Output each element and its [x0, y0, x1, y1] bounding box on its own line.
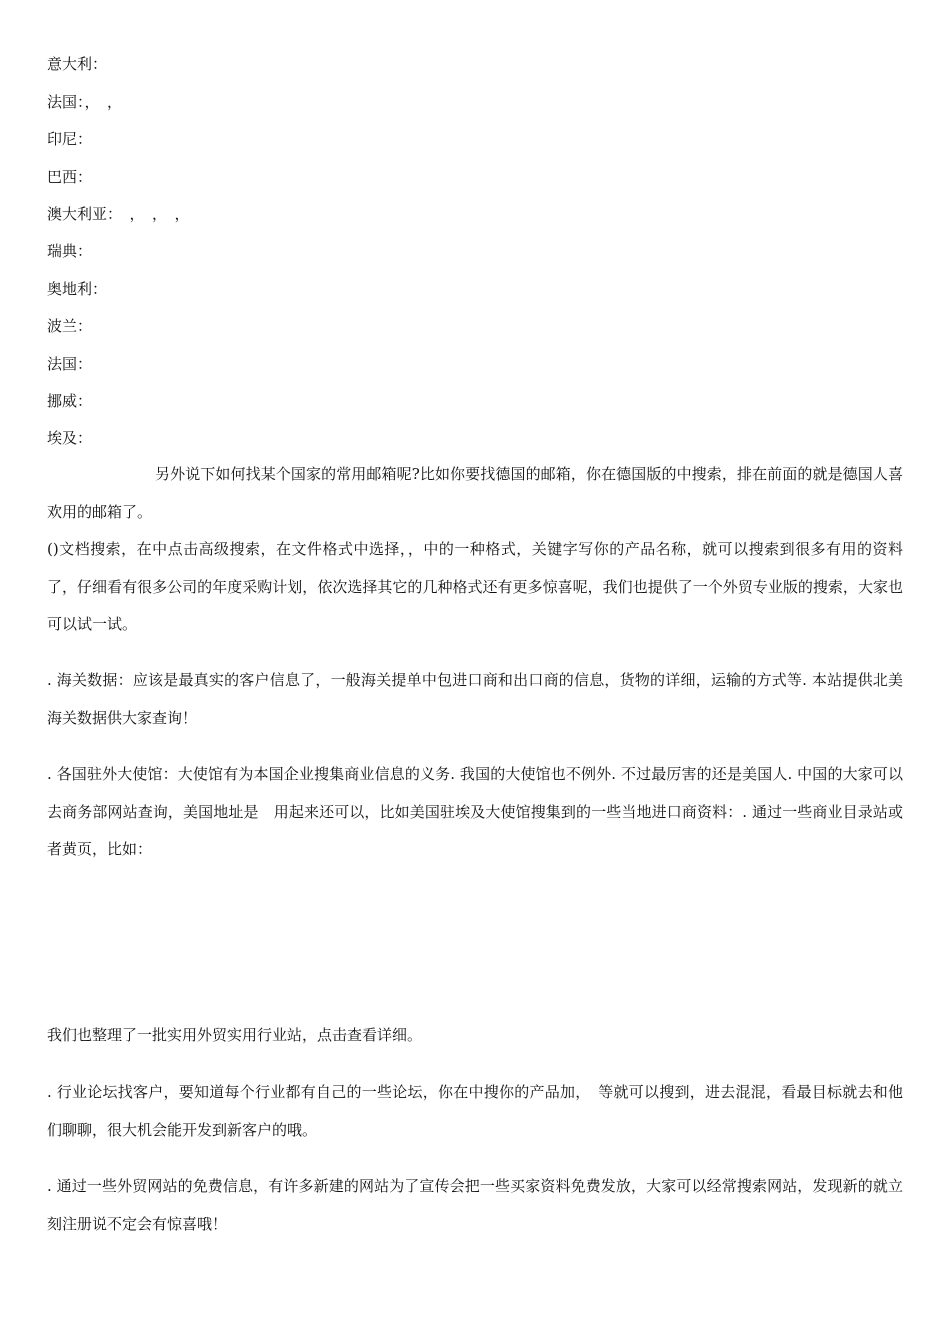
country-line-france-2: 法国： [47, 355, 93, 373]
paragraph-customs-data: . 海关数据：应该是最真实的客户信息了，一般海关提单中包进口商和出口商的信息，货物的详细，运输的方式等. 本站提供北美海关数据供大家查询！ [47, 671, 903, 727]
paragraph-industry-sites: 我们也整理了一批实用外贸实用行业站，点击查看详细。 [47, 1026, 423, 1044]
paragraph-free-info: . 通过一些外贸网站的免费信息，有许多新建的网站为了宣传会把一些买家资料免费发放，大家可以经常搜索网站，发现新的就立刻注册说不定会有惊喜哦！ [47, 1177, 903, 1233]
paragraph-email-tip: 另外说下如何找某个国家的常用邮箱呢?比如你要找德国的邮箱，你在德国版的中搜索，排在前面的就是德国人喜欢用的邮箱了。 [47, 465, 903, 521]
country-line-norway: 挪威： [47, 392, 93, 410]
country-line-australia: 澳大利亚： ， ， ， [47, 205, 190, 223]
country-line-france: 法国：， ， [47, 93, 123, 111]
paragraph-forum: . 行业论坛找客户，要知道每个行业都有自己的一些论坛，你在中搜你的产品加， 等就可以搜到，进去混混，看最目标就去和他们聊聊，很大机会能开发到新客户的哦。 [47, 1083, 903, 1139]
country-line-italy: 意大利： [47, 55, 108, 73]
country-line-brazil: 巴西： [47, 168, 93, 186]
country-line-indonesia: 印尼： [47, 130, 93, 148]
paragraph-doc-search: ()文档搜索，在中点击高级搜索，在文件格式中选择，，中的一种格式，关键字写你的产品名称，就可以搜索到很多有用的资料了，仔细看有很多公司的年度采购计划，依次选择其它的几种格式还有更多惊喜呢，我们也提供了一个外贸专业版的搜索，大家也可以试一试。 [47, 540, 903, 633]
country-line-sweden: 瑞典： [47, 242, 93, 260]
country-line-austria: 奥地利： [47, 280, 108, 298]
country-line-poland: 波兰： [47, 317, 93, 335]
paragraph-embassy: . 各国驻外大使馆：大使馆有为本国企业搜集商业信息的义务. 我国的大使馆也不例外. 不过最厉害的还是美国人. 中国的大家可以去商务部网站查询，美国地址是 用起来还可以，比如美国驻埃及大使馆搜集到的一些当地进口商资料：. 通过一些商业目录站或者黄页，比如： [47, 765, 903, 858]
country-line-egypt: 埃及： [47, 429, 93, 447]
